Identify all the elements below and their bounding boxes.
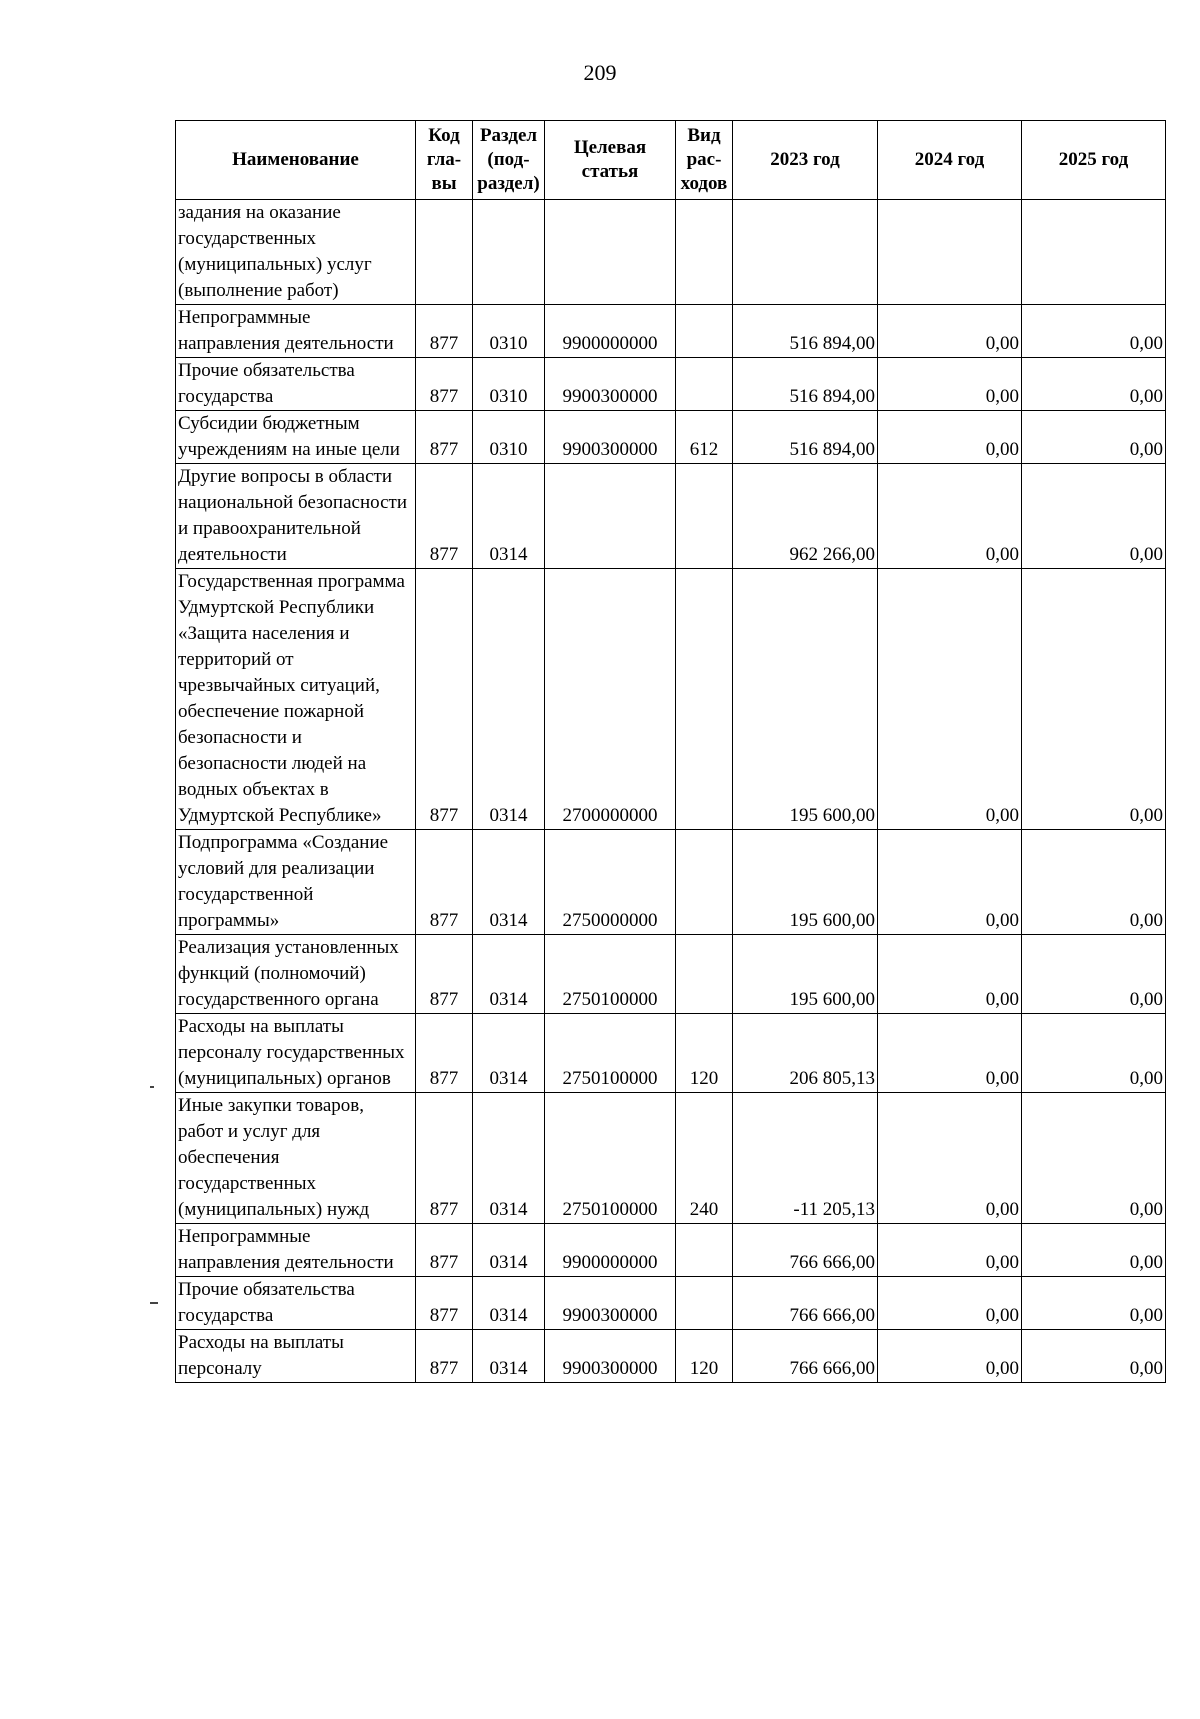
row-target: [545, 464, 676, 569]
table-row: [176, 1330, 1166, 1383]
header-2025: 2025 год: [1022, 121, 1166, 200]
budget-table: [175, 120, 1166, 1383]
row-kind: [676, 358, 733, 411]
row-chapter: 877: [416, 1277, 473, 1330]
row-kind: [676, 464, 733, 569]
row-2025: 0,00: [1022, 1277, 1166, 1330]
row-2025: [1022, 200, 1166, 305]
row-name: Субсидии бюджетным учреждениям на иные цели: [176, 411, 416, 464]
row-2023: 516 894,00: [733, 358, 878, 411]
row-2024: 0,00: [878, 305, 1022, 358]
header-name: Наименование: [176, 121, 416, 200]
row-chapter: 877: [416, 935, 473, 1014]
row-target: 2750000000: [545, 830, 676, 935]
table-row: [176, 1277, 1166, 1330]
table-row: [176, 1014, 1166, 1093]
row-2023: 206 805,13: [733, 1014, 878, 1093]
row-target: 2700000000: [545, 569, 676, 830]
row-2023: 766 666,00: [733, 1330, 878, 1383]
row-section: 0314: [473, 935, 545, 1014]
row-chapter: 877: [416, 305, 473, 358]
row-name: Прочие обязательства государства: [176, 358, 416, 411]
row-chapter: 877: [416, 1093, 473, 1224]
row-2023: 195 600,00: [733, 830, 878, 935]
header-2023: 2023 год: [733, 121, 878, 200]
row-section: 0314: [473, 464, 545, 569]
row-2024: 0,00: [878, 1330, 1022, 1383]
row-name: Расходы на выплаты персоналу: [176, 1330, 416, 1383]
row-name: Другие вопросы в области национальной безопасности и правоохранительной деятельности: [176, 464, 416, 569]
row-section: 0314: [473, 1330, 545, 1383]
row-2023: 516 894,00: [733, 305, 878, 358]
row-section: 0310: [473, 358, 545, 411]
row-kind: 120: [676, 1330, 733, 1383]
row-kind: 240: [676, 1093, 733, 1224]
row-2025: 0,00: [1022, 1330, 1166, 1383]
row-kind: [676, 830, 733, 935]
row-2025: 0,00: [1022, 358, 1166, 411]
row-section: 0314: [473, 1224, 545, 1277]
row-target: [545, 200, 676, 305]
row-chapter: 877: [416, 358, 473, 411]
row-chapter: [416, 200, 473, 305]
row-chapter: 877: [416, 1014, 473, 1093]
row-2023: 766 666,00: [733, 1224, 878, 1277]
row-2025: 0,00: [1022, 1014, 1166, 1093]
row-2025: 0,00: [1022, 305, 1166, 358]
row-target: 9900000000: [545, 1224, 676, 1277]
row-section: [473, 200, 545, 305]
row-2024: 0,00: [878, 569, 1022, 830]
row-name: задания на оказание государственных (муниципальных) услуг (выполнение работ): [176, 200, 416, 305]
row-2025: 0,00: [1022, 1093, 1166, 1224]
header-chapter: Код гла-вы: [416, 121, 473, 200]
table-header-row: [176, 121, 1166, 200]
row-2024: 0,00: [878, 1014, 1022, 1093]
row-2023: 195 600,00: [733, 935, 878, 1014]
header-kind: Вид рас-ходов: [676, 121, 733, 200]
row-chapter: 877: [416, 1224, 473, 1277]
row-2024: 0,00: [878, 358, 1022, 411]
row-section: 0314: [473, 830, 545, 935]
row-kind: 120: [676, 1014, 733, 1093]
row-section: 0310: [473, 305, 545, 358]
row-name: Расходы на выплаты персоналу государственных (муниципальных) органов: [176, 1014, 416, 1093]
row-chapter: 877: [416, 1330, 473, 1383]
row-kind: [676, 1224, 733, 1277]
row-section: 0314: [473, 1093, 545, 1224]
row-section: 0310: [473, 411, 545, 464]
row-2025: 0,00: [1022, 464, 1166, 569]
row-2024: [878, 200, 1022, 305]
table-row: [176, 464, 1166, 569]
row-target: 9900000000: [545, 305, 676, 358]
scan-edge-mark: [150, 1302, 158, 1304]
row-2023: -11 205,13: [733, 1093, 878, 1224]
table-row: [176, 358, 1166, 411]
row-2024: 0,00: [878, 411, 1022, 464]
row-2025: 0,00: [1022, 1224, 1166, 1277]
row-2025: 0,00: [1022, 935, 1166, 1014]
row-2023: 195 600,00: [733, 569, 878, 830]
header-2024: 2024 год: [878, 121, 1022, 200]
table-row: [176, 1224, 1166, 1277]
row-chapter: 877: [416, 411, 473, 464]
header-target: Целевая статья: [545, 121, 676, 200]
header-section: Раздел (под-раздел): [473, 121, 545, 200]
row-kind: [676, 1277, 733, 1330]
row-chapter: 877: [416, 569, 473, 830]
row-kind: [676, 569, 733, 830]
table-row: [176, 1093, 1166, 1224]
table-row: [176, 569, 1166, 830]
scan-edge-mark: [150, 1086, 154, 1088]
row-name: Подпрограмма «Создание условий для реализации государственной программы»: [176, 830, 416, 935]
row-2023: 516 894,00: [733, 411, 878, 464]
row-name: Прочие обязательства государства: [176, 1277, 416, 1330]
row-2024: 0,00: [878, 1224, 1022, 1277]
row-target: 2750100000: [545, 935, 676, 1014]
row-target: 9900300000: [545, 358, 676, 411]
row-kind: [676, 200, 733, 305]
row-name: Непрограммные направления деятельности: [176, 305, 416, 358]
row-name: Иные закупки товаров, работ и услуг для обеспечения государственных (муниципальных) нужд: [176, 1093, 416, 1224]
row-chapter: 877: [416, 464, 473, 569]
row-2025: 0,00: [1022, 411, 1166, 464]
page-number: 209: [583, 60, 617, 85]
row-chapter: 877: [416, 830, 473, 935]
row-2024: 0,00: [878, 1093, 1022, 1224]
table-row: [176, 305, 1166, 358]
row-2025: 0,00: [1022, 569, 1166, 830]
row-kind: 612: [676, 411, 733, 464]
row-target: 9900300000: [545, 1330, 676, 1383]
row-target: 9900300000: [545, 1277, 676, 1330]
row-section: 0314: [473, 569, 545, 830]
row-target: 9900300000: [545, 411, 676, 464]
row-2024: 0,00: [878, 1277, 1022, 1330]
row-2023: [733, 200, 878, 305]
row-section: 0314: [473, 1014, 545, 1093]
row-name: Непрограммные направления деятельности: [176, 1224, 416, 1277]
row-kind: [676, 935, 733, 1014]
row-2024: 0,00: [878, 935, 1022, 1014]
row-name: Государственная программа Удмуртской Республики «Защита населения и территорий от чрезвычайных ситуаций, обеспечение пожарной безопасности и безопасности людей на водных объектах в Удмуртской Республике»: [176, 569, 416, 830]
row-2024: 0,00: [878, 830, 1022, 935]
table-row: [176, 411, 1166, 464]
row-target: 2750100000: [545, 1093, 676, 1224]
table-row: [176, 200, 1166, 305]
row-section: 0314: [473, 1277, 545, 1330]
row-kind: [676, 305, 733, 358]
row-2025: 0,00: [1022, 830, 1166, 935]
row-2024: 0,00: [878, 464, 1022, 569]
table-row: [176, 830, 1166, 935]
row-name: Реализация установленных функций (полномочий) государственного органа: [176, 935, 416, 1014]
row-2023: 962 266,00: [733, 464, 878, 569]
row-target: 2750100000: [545, 1014, 676, 1093]
row-2023: 766 666,00: [733, 1277, 878, 1330]
table-row: [176, 935, 1166, 1014]
